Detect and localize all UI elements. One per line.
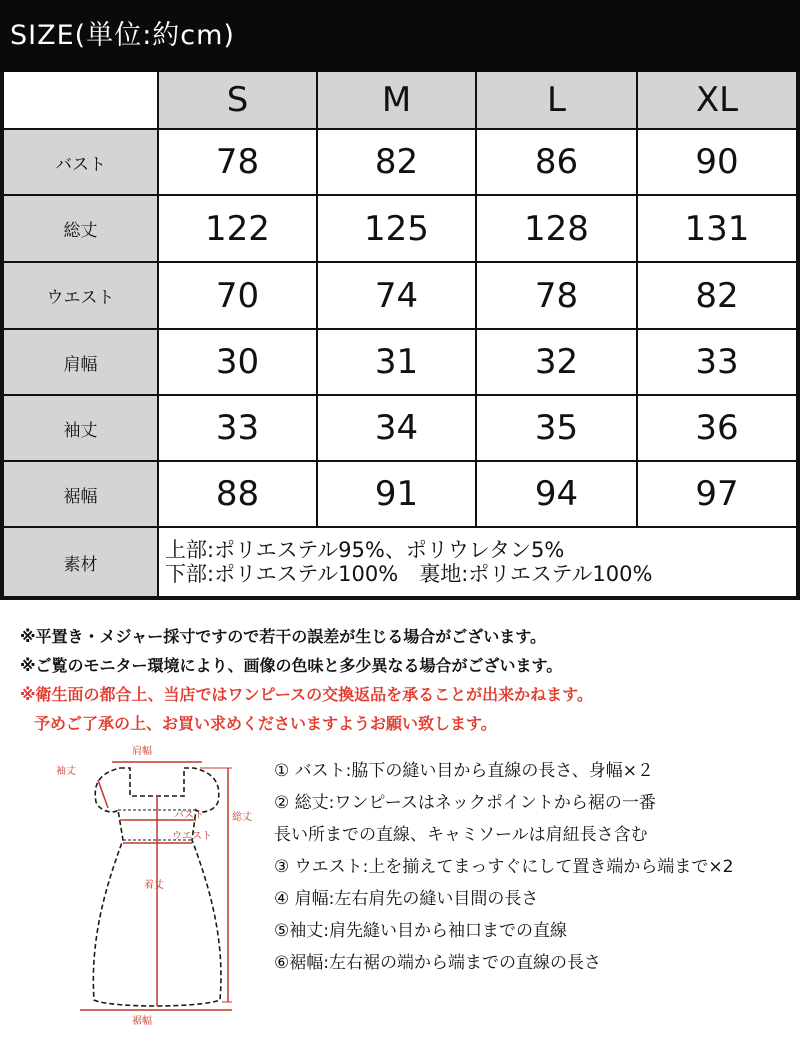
table-cell: 70 — [159, 263, 316, 328]
label-waist: ウエスト — [172, 831, 212, 842]
table-cell: 34 — [318, 396, 475, 460]
table-cell: 88 — [159, 462, 316, 526]
material-line-top: 上部:ポリエステル95%、ポリウレタン5% — [165, 538, 565, 562]
note-monitor: ※ご覧のモニター環境により、画像の色味と多少異なる場合がございます。 — [20, 656, 563, 675]
row-label-sleeve: 袖丈 — [4, 396, 157, 460]
row-label-shoulder: 肩幅 — [4, 330, 157, 394]
row-label-waist: ウエスト — [4, 263, 157, 328]
note-thanks: 予めご了承の上、お買い求めくださいますようお願い致します。 — [34, 714, 497, 733]
table-cell: 82 — [638, 263, 796, 328]
table-cell: 78 — [159, 130, 316, 194]
note-no-returns: ※衛生面の都合上、当店ではワンピースの交換返品を承ることが出来かねます。 — [20, 685, 593, 704]
table-cell: 86 — [477, 130, 636, 194]
row-label-total-length: 総丈 — [4, 196, 157, 261]
table-cell: 131 — [638, 196, 796, 261]
table-cell: 33 — [638, 330, 796, 394]
table-cell: 78 — [477, 263, 636, 328]
table-cell: 94 — [477, 462, 636, 526]
table-cell: 36 — [638, 396, 796, 460]
definition-hem: ⑥裾幅:左右裾の端から端までの直線の長さ — [274, 953, 601, 973]
notes — [20, 622, 790, 738]
label-sleeve: 袖丈 — [56, 766, 76, 777]
size-header-s: S — [159, 72, 316, 128]
measurement-definitions — [274, 755, 794, 979]
size-header-m: M — [318, 72, 475, 128]
table-cell: 97 — [638, 462, 796, 526]
definition-shoulder: ④ 肩幅:左右肩先の縫い目間の長さ — [274, 889, 539, 909]
row-label-bust: バスト — [4, 130, 157, 194]
size-table — [0, 72, 800, 600]
row-label-hem: 裾幅 — [4, 462, 157, 526]
row-label-material: 素材 — [4, 528, 157, 596]
label-hem: 裾幅 — [132, 1016, 152, 1027]
table-cell: 32 — [477, 330, 636, 394]
table-cell: 91 — [318, 462, 475, 526]
table-cell: 33 — [159, 396, 316, 460]
table-cell: 122 — [159, 196, 316, 261]
definition-waist: ③ ウエスト:上を揃えてまっすぐにして置き端から端まで×2 — [274, 857, 734, 877]
material-value — [159, 528, 796, 596]
table-cell: 128 — [477, 196, 636, 261]
label-shoulder: 肩幅 — [132, 746, 152, 757]
definition-bust: ① バスト:脇下の縫い目から直線の長さ、身幅×２ — [274, 761, 654, 781]
table-cell: 31 — [318, 330, 475, 394]
table-cell: 125 — [318, 196, 475, 261]
label-length: 着丈 — [144, 880, 164, 891]
table-cell: 35 — [477, 396, 636, 460]
label-bust: バスト — [174, 810, 204, 821]
table-cell: 82 — [318, 130, 475, 194]
table-cell: 90 — [638, 130, 796, 194]
table-cell: 30 — [159, 330, 316, 394]
table-cell: 74 — [318, 263, 475, 328]
definition-total-length-cont: 長い所までの直線、キャミソールは肩紐長さ含む — [274, 825, 648, 845]
label-total-length: 総丈 — [232, 812, 252, 823]
material-line-bottom: 下部:ポリエステル100% 裏地:ポリエステル100% — [165, 562, 653, 586]
table-corner — [4, 72, 157, 128]
size-table-title: SIZE(単位:約cm) — [0, 0, 800, 72]
definition-total-length: ② 総丈:ワンピースはネックポイントから裾の一番 — [274, 793, 656, 813]
size-header-l: L — [477, 72, 636, 128]
size-header-xl: XL — [638, 72, 796, 128]
definition-sleeve: ⑤袖丈:肩先縫い目から袖口までの直線 — [274, 921, 567, 941]
note-measurement: ※平置き・メジャー採寸ですので若干の誤差が生じる場合がございます。 — [20, 627, 546, 646]
dress-diagram — [50, 740, 270, 1030]
